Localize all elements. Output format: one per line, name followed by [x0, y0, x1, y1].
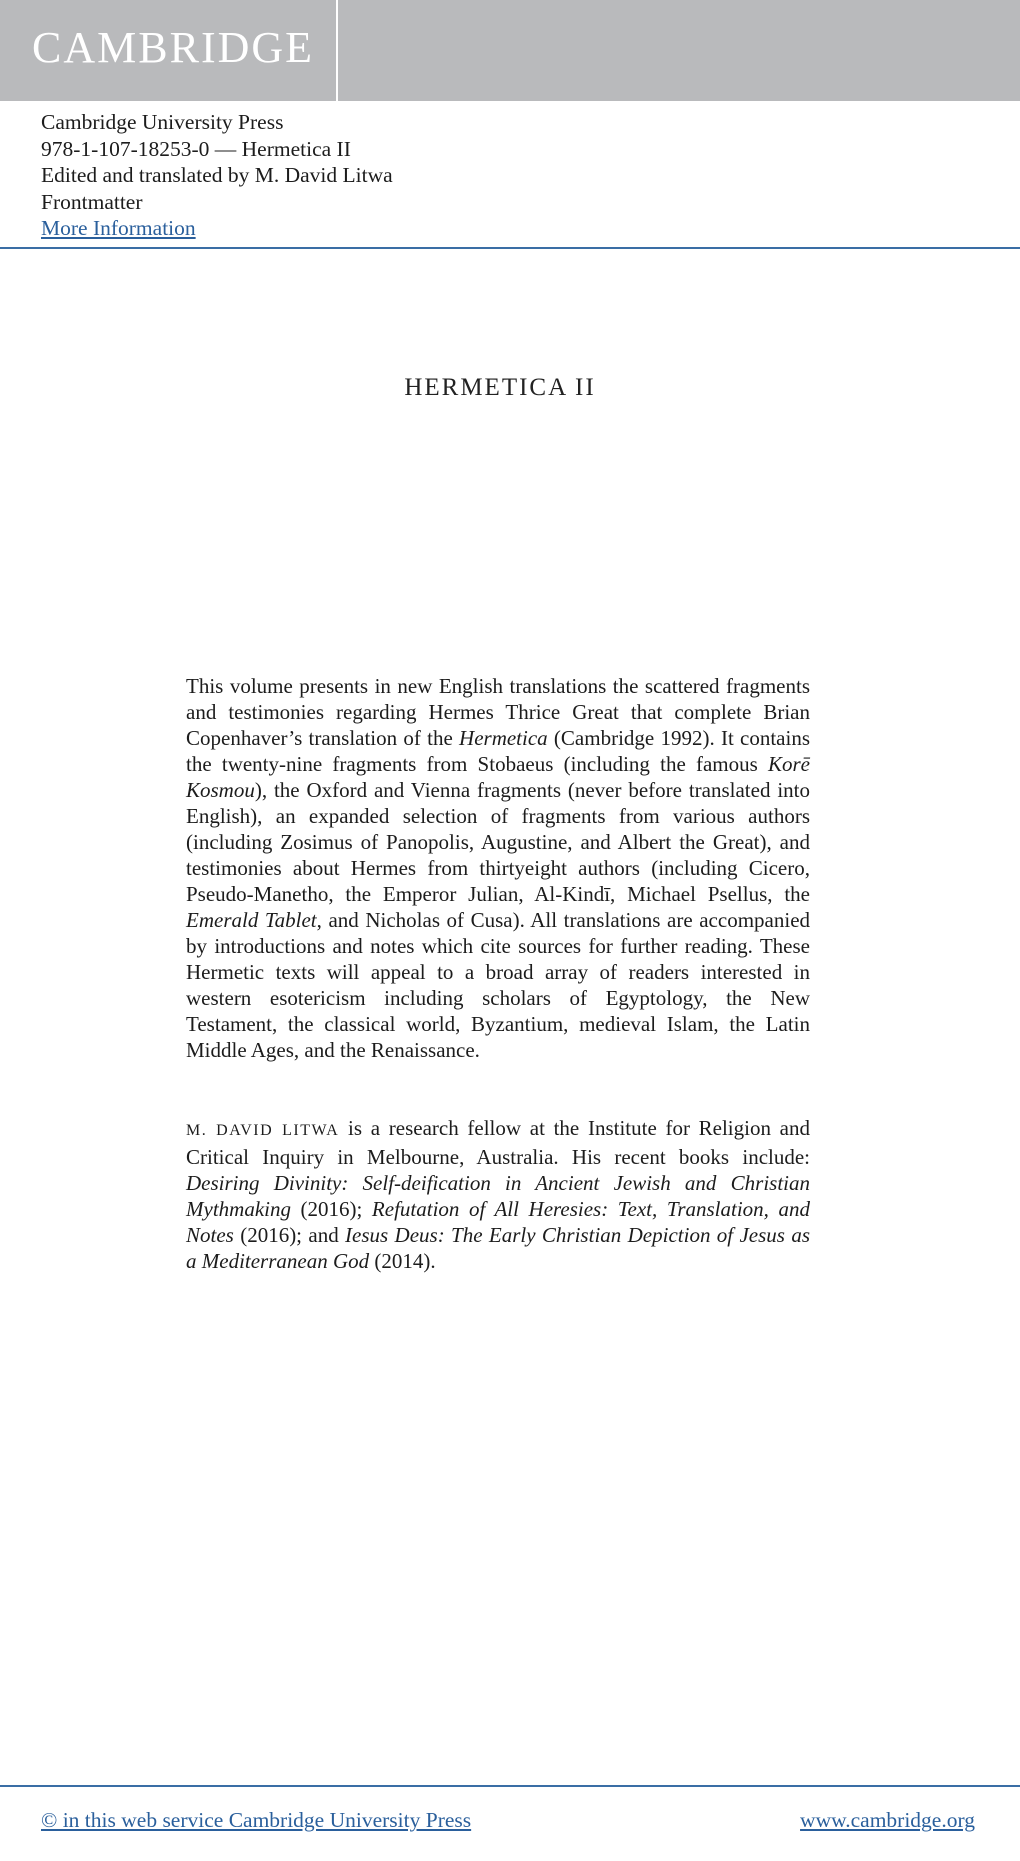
book-metadata	[41, 109, 393, 242]
book-title-refutation: Refutation of All Heresies: Text, Translation, and Notes	[186, 1197, 810, 1247]
cambridge-logo[interactable]: CAMBRIDGE	[32, 23, 315, 72]
copyright-link[interactable]: © in this web service Cambridge University Press	[41, 1808, 472, 1832]
book-description: This volume presents in new English translations the scattered fragments and testimonies regarding Hermes Thrice Great that complete Brian Copenhaver’s translation of the Hermetica (Cambridge 1992). It contains the twenty-nine fragments from Stobaeus (including the famous Korē Kosmou), the Oxford and Vienna fragments (never before translated into English), an expanded selection of fragments from various authors (including Zosimus of Panopolis, Augustine, and Albert the Great), and testimonies about Hermes from thirtyeight authors (including Cicero, Pseudo-Manetho, the Emperor Julian, Al-Kindī, Michael Psellus, the Emerald Tablet, and Nicholas of Cusa). All translations are accompanied by introductions and notes which cite sources for further reading. These Hermetic texts will appeal to a broad array of readers interested in western esotericism including scholars of Egyptology, the New Testament, the classical world, Byzantium, medieval Islam, the Latin Middle Ages, and the Renaissance.	[186, 674, 811, 1062]
publisher-name: Cambridge University Press	[41, 110, 284, 134]
italic-title-emerald-tablet: Emerald Tablet	[186, 908, 317, 932]
italic-title-hermetica: Hermetica	[459, 726, 548, 750]
footer-divider	[0, 1785, 1020, 1787]
book-title-desiring-divinity: Desiring Divinity: Self-deification in Ancient Jewish and Christian Mythmaking	[186, 1171, 810, 1221]
banner-divider	[336, 0, 338, 101]
website-link[interactable]: www.cambridge.org	[800, 1808, 975, 1832]
author-name: M. DAVID LITWA	[186, 1122, 340, 1139]
section-label: Frontmatter	[41, 189, 143, 214]
italic-title-kore-kosmou: Korē Kosmou	[186, 752, 810, 802]
header-divider	[0, 247, 1020, 249]
book-title-iesus-deus: Iesus Deus: The Early Christian Depiction of Jesus as a Mediterranean God	[186, 1223, 810, 1273]
isbn-title: 978-1-107-18253-0 — Hermetica II	[41, 136, 351, 161]
header-banner	[0, 0, 1020, 101]
book-title: HERMETICA II	[404, 374, 596, 401]
more-information-link[interactable]: More Information	[41, 216, 196, 240]
author-bio: M. DAVID LITWA is a research fellow at the Institute for Religion and Critical Inquiry in Melbourne, Australia. His recent books include: Desiring Divinity: Self-deification in Ancient Jewish and Christian Mythmaking (2016); Refutation of All Heresies: Text, Translation, and Notes (2016); and Iesus Deus: The Early Christian Depiction of Jesus as a Mediterranean God (2014).	[186, 1116, 810, 1273]
editor-credit: Edited and translated by M. David Litwa	[41, 163, 393, 187]
